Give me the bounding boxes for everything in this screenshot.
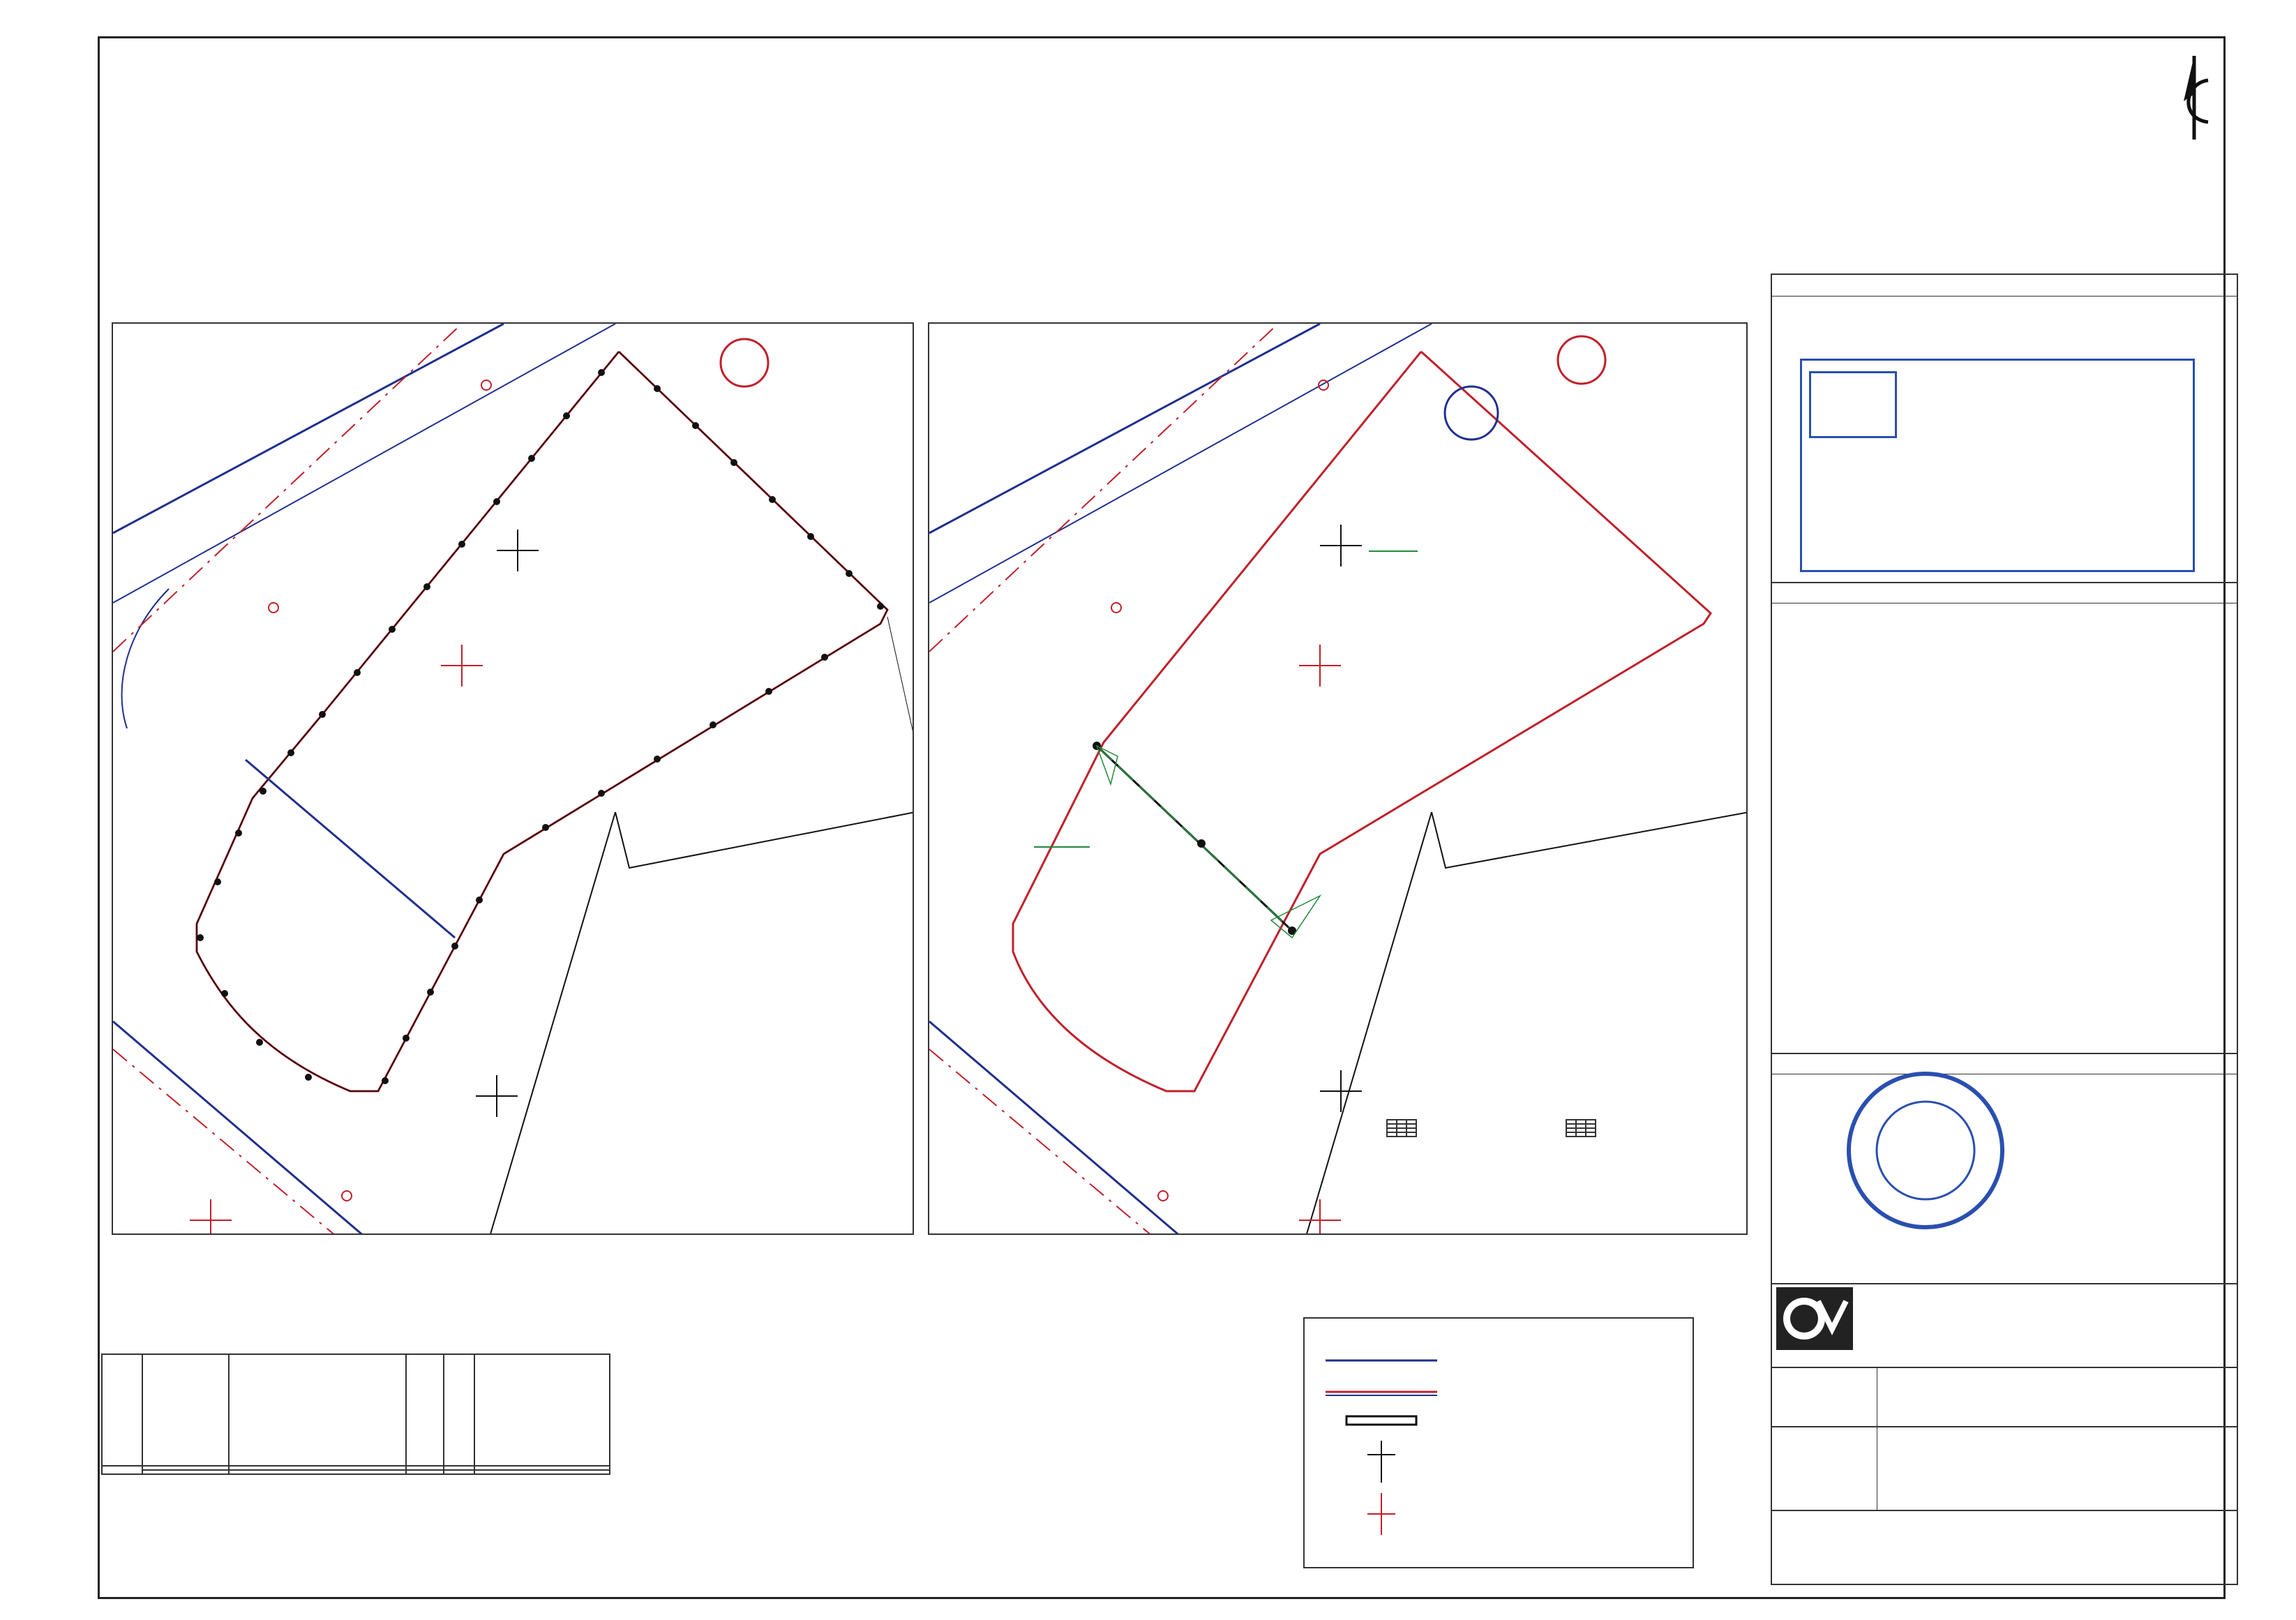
table-row: [102, 1470, 610, 1474]
coords-table-1950: [1566, 1119, 1596, 1137]
table-row: [1566, 1132, 1596, 1137]
coords-table-bgs2005: [1386, 1119, 1417, 1137]
engineer-stamp: [1800, 359, 2195, 572]
company-round-stamp: [1842, 1067, 2009, 1234]
company-logo-icon: [1776, 1287, 1853, 1350]
table-row: [1387, 1132, 1416, 1137]
map-panel-proposed[interactable]: [928, 322, 1748, 1235]
title-block: [1771, 273, 2238, 1585]
legend-box: [1303, 1317, 1694, 1568]
map-panel-existing[interactable]: [112, 322, 914, 1235]
remarks-block: [698, 1273, 1284, 1282]
north-arrow-icon: [2170, 52, 2219, 143]
balance-table: [101, 1353, 610, 1475]
